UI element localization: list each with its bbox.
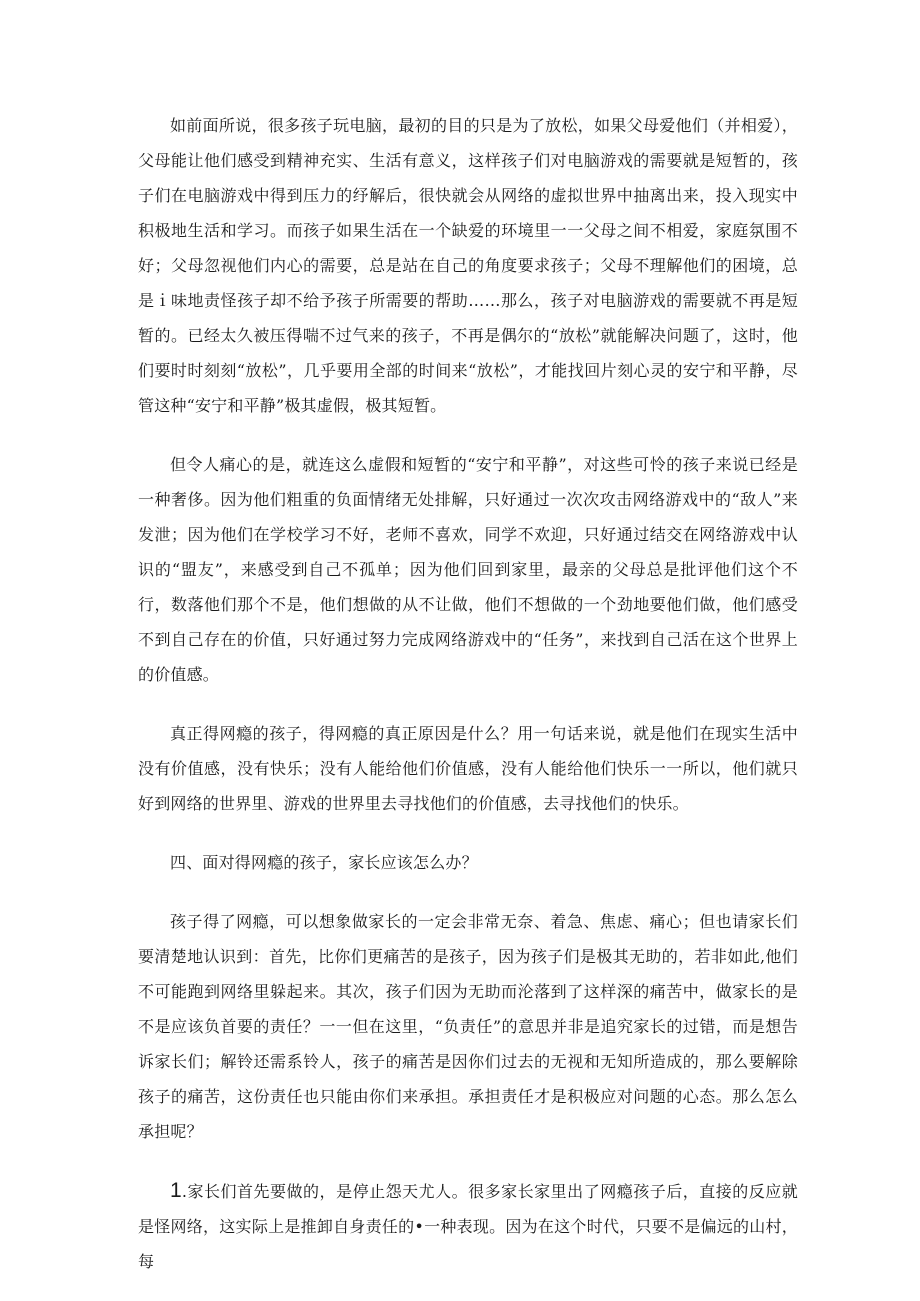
document-body [138, 108, 798, 1279]
paragraph-3: 真正得网瘾的孩子，得网瘾的真正原因是什么？用一句话来说，就是他们在现实生活中没有价值感，没有快乐；没有人能给他们价值感，没有人能给他们快乐一一所以，他们就只好到网络的世界里、游戏的世界里去寻找他们的价值感，去寻找他们的快乐。 [138, 724, 798, 813]
section-heading: 四、面对得网瘾的孩子，家长应该怎么办？ [170, 853, 478, 872]
item-number: 1 [170, 1179, 182, 1202]
paragraph-4: 孩子得了网瘾，可以想象做家长的一定会非常无奈、着急、焦虑、痛心；但也请家长们要清楚地认识到：首先，比你们更痛苦的是孩子，因为孩子们是极其无助的，若非如此,他们不可能跑到网络里躲起来。其次，孩子们因为无助而沦落到了这样深的痛苦中，做家长的是不是应该负首要的责任？一一但在这里，“负责任”的意思并非是追究家长的过错，而是想告诉家长们；解铃还需系铃人，孩子的痛苦是因你们过去的无视和无知所造成的，那么要解除孩子的痛苦，这份责任也只能由你们来承担。承担责任才是积极应对问题的心态。那么怎么承担呢？ [138, 912, 798, 1141]
numbered-paragraph [138, 1173, 798, 1279]
paragraph-2: 但令人痛心的是，就连这么虚假和短暂的“安宁和平静”，对这些可怜的孩子来说已经是一种奢侈。因为他们粗重的负面情绪无处排解，只好通过一次次攻击网络游戏中的“敌人”来发泄；因为他们在学校学习不好，老师不喜欢，同学不欢迎，只好通过结交在网络游戏中认识的“盟友”，来感受到自己不孤单；因为他们回到家里，最亲的父母总是批评他们这个不行，数落他们那个不是，他们想做的从不让做，他们不想做的一个劲地要他们做，他们感受不到自己存在的价值，只好通过努力完成网络游戏中的“任务”，来找到自己活在这个世界上的价值感。 [138, 455, 798, 684]
item-text: .家长们首先要做的，是停止怨天尤人。很多家长家里出了网瘾孩子后，直接的反应就是怪网络，这实际上是推卸自身责任的•一种表现。因为在这个时代，只要不是偏远的山村，每 [138, 1182, 798, 1271]
paragraph-1: 如前面所说，很多孩子玩电脑，最初的目的只是为了放松，如果父母爱他们（并相爱），父母能让他们感受到精神充实、生活有意义，这样孩子们对电脑游戏的需要就是短暂的，孩子们在电脑游戏中得到压力的纾解后，很快就会从网络的虚拟世界中抽离出来，投入现实中积极地生活和学习。而孩子如果生活在一个缺爱的环境里一一父母之间不相爱，家庭氛围不好；父母忽视他们内心的需要，总是站在自己的角度要求孩子；父母不理解他们的困境，总是ｉ味地责怪孩子却不给予孩子所需要的帮助……那么，孩子对电脑游戏的需要就不再是短暂的。已经太久被压得喘不过气来的孩子，不再是偶尔的“放松”就能解决问题了，这时，他们要时时刻刻“放松”，几乎要用全部的时间来“放松”，才能找回片刻心灵的安宁和平静，尽管这种“安宁和平静”极其虚假，极其短暂。 [138, 116, 798, 415]
